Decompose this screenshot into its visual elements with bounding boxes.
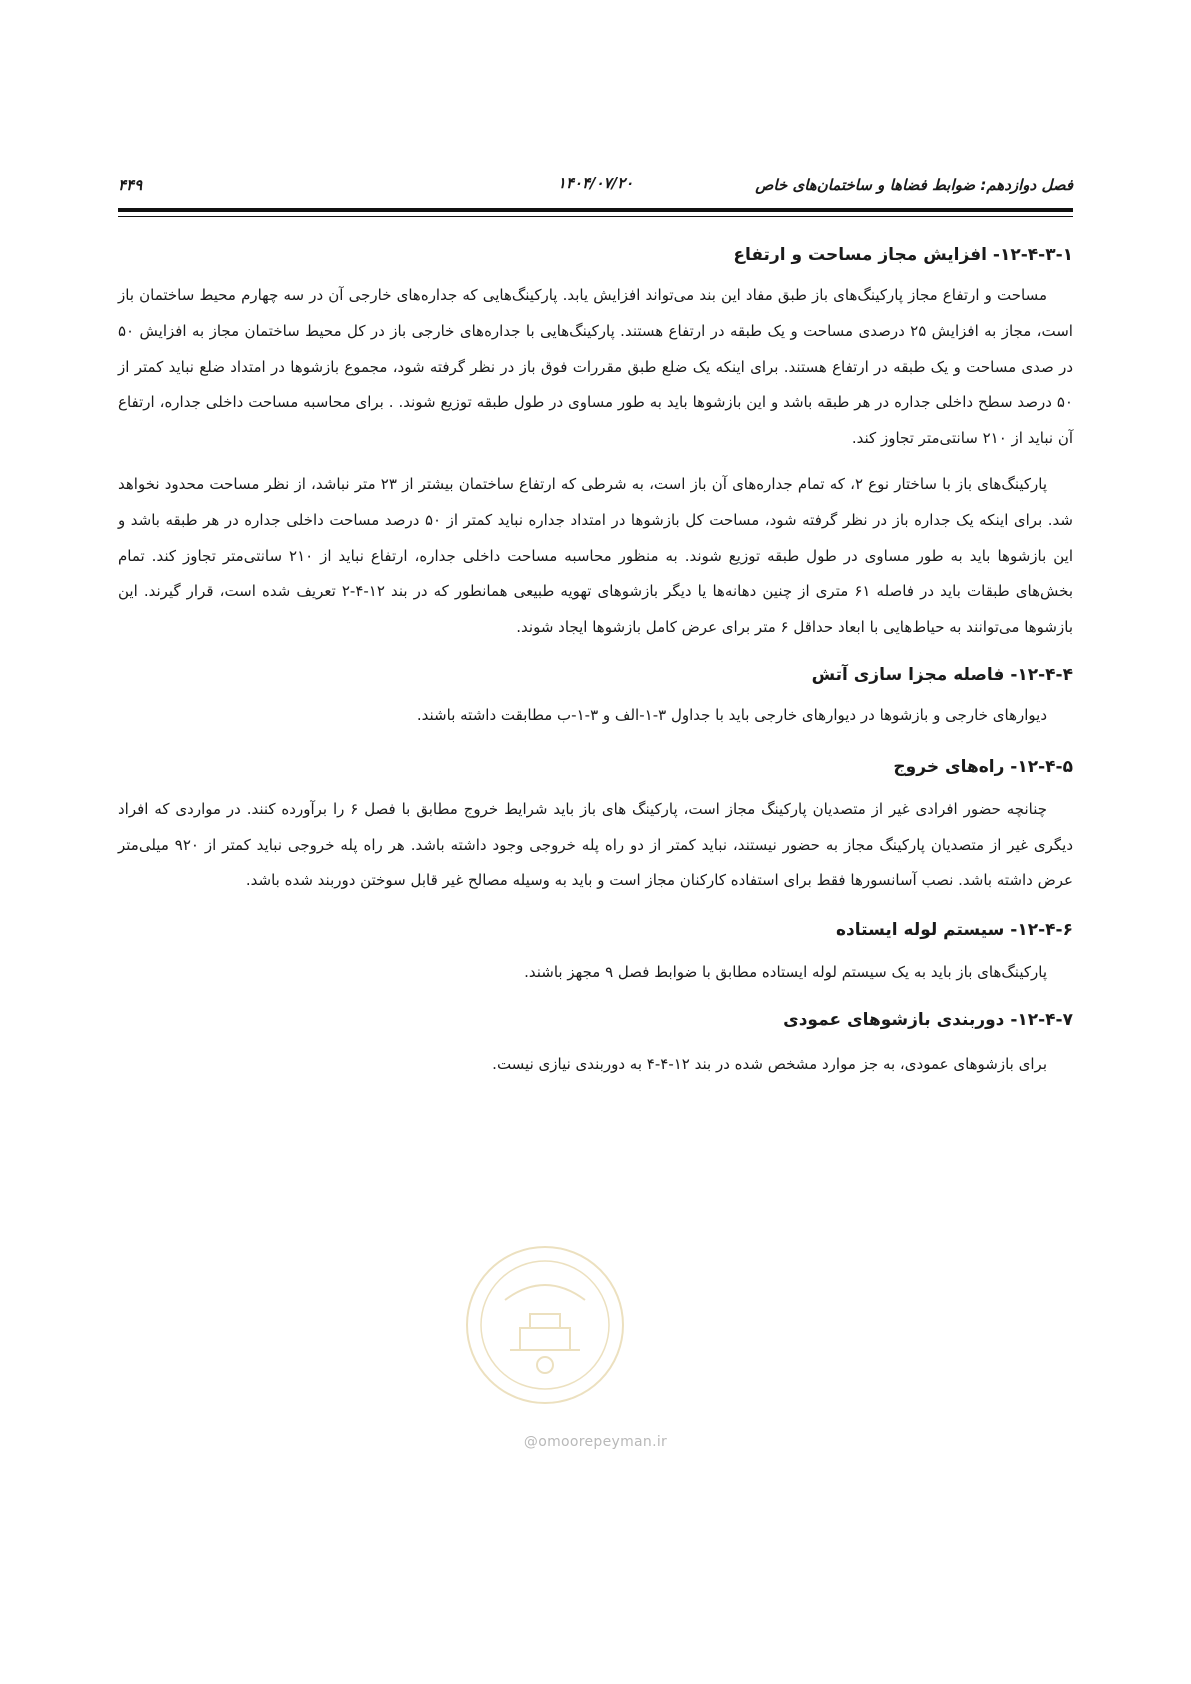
page-header <box>118 170 1073 200</box>
document-page <box>118 0 1073 1684</box>
header-date: ۱۴۰۴/۰۷/۲۰ <box>557 174 634 192</box>
section-heading: ۱۲-۴-۷- دوربندی بازشوهای عمودی <box>783 1009 1073 1030</box>
paragraph: پارکینگ‌های باز باید به یک سیستم لوله ایستاده مطابق با ضوابط فصل ۹ مجهز باشند. <box>524 963 1047 982</box>
watermark-url: @omoorepeyman.ir <box>523 1434 668 1450</box>
chapter-title: فصل دوازدهم: ضوابط فضاها و ساختمان‌های خاص <box>755 176 1073 194</box>
section-heading: ۱۲-۴-۳-۱- افزایش مجاز مساحت و ارتفاع <box>733 245 1073 265</box>
page-number: ۴۴۹ <box>118 176 143 194</box>
paragraph: برای بازشوهای عمودی، به جز موارد مشخص شده در بند ۱۲-۴-۴ به دوربندی نیازی نیست. <box>492 1054 1047 1073</box>
paragraph: پارکینگ‌های باز با ساختار نوع ۲، که تمام جداره‌های آن باز است، به شرطی که ارتفاع ساختمان بیشتر از ۲۳ متر نباشد، از نظر مساحت محدود نخواهد شد. برای اینکه یک جداره باز در نظر گرفته شود، مساحت کل بازشوها در امتداد جداره نباید کمتر از ۵۰ درصد مساحت داخلی جداره در هر طبقه باشد و این بازشوها باید به طور مساوی در طول طبقه توزیع شوند. به منظور محاسبه مساحت داخلی جداره، ارتفاع نباید از ۲۱۰ سانتی‌متر تجاوز کند. تمام بخش‌های طبقات باید در فاصله ۶۱ متری از چنین دهانه‌ها یا دیگر بازشوهای تهویه طبیعی همانطور که در بند ۱۲-۴-۲ تعریف شده است، قرار گیرند. این بازشوها می‌توانند به حیاط‌هایی با ابعاد حداقل ۶ متر برای عرض کامل بازشوها ایجاد شوند. <box>118 474 1073 637</box>
section-heading: ۱۲-۴-۴- فاصله مجزا سازی آتش <box>811 664 1073 685</box>
section-heading: ۱۲-۴-۶- سیستم لوله ایستاده <box>836 920 1073 941</box>
section-heading: ۱۲-۴-۵- راه‌های خروج <box>893 756 1073 777</box>
paragraph: دیوارهای خارجی و بازشوها در دیوارهای خارجی باید با جداول ۳-۱-الف و ۳-۱-ب مطابقت داشته باشند. <box>416 705 1047 724</box>
document-body <box>118 238 1073 1083</box>
paragraph: چنانچه حضور افرادی غیر از متصدیان پارکینگ مجاز است، پارکینگ های باز باید شرایط خروج مطابق با فصل ۶ را برآورده کنند. در مواردی که افراد دیگری غیر از متصدیان پارکینگ مجاز به حضور نیستند، نباید کمتر از دو راه پله خروجی وجود داشته باشد. هر راه پله خروجی نباید کمتر از ۹۲۰ میلی‌متر عرض داشته باشد. نصب آسانسورها فقط برای استفاده کارکنان مجاز است و باید به وسیله مصالح غیر قابل سوختن دوربند شده باشد. <box>118 799 1074 890</box>
header-rule-thin <box>118 216 1073 217</box>
header-rule-thick <box>118 208 1073 212</box>
paragraph: مساحت و ارتفاع مجاز پارکینگ‌های باز طبق مفاد این بند می‌تواند افزایش یابد. پارکینگ‌هایی که جداره‌های خارجی آن در سه چهارم محیط ساختمان باز است، مجاز به افزایش ۲۵ درصدی مساحت و یک طبقه در ارتفاع هستند. پارکینگ‌هایی با جداره‌های خارجی باز در کل محیط ساختمان مجاز به افزایش ۵۰ در صدی مساحت و یک طبقه در ارتفاع هستند. برای اینکه یک ضلع طبق مقررات فوق باز در نظر گرفته شود، مجموع بازشوها در امتداد ضلع نباید کمتر از ۵۰ درصد سطح داخلی جداره در هر طبقه باشد و این بازشوها باید به طور مساوی در طول طبقه توزیع شوند. . برای محاسبه مساحت داخلی جداره، ارتفاع آن نباید از ۲۱۰ سانتی‌متر تجاوز کند. <box>118 286 1073 448</box>
watermark-seal-icon <box>460 1240 630 1410</box>
